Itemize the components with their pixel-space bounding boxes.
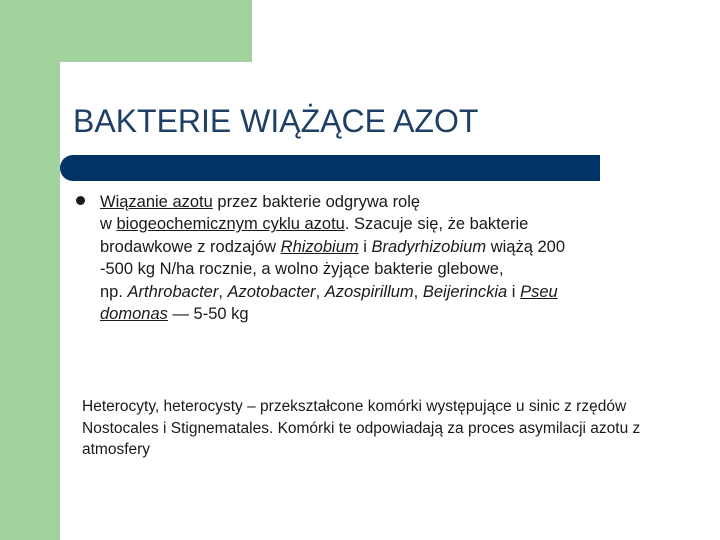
bullet-paragraph xyxy=(100,191,680,325)
text-segment-1: przez bakterie odgrywa rolę xyxy=(212,193,421,211)
heterocyst-note: Heterocyty, heterocysty – przekształcone komórki występujące u sinic z rzędów Nostocales i Stignematales. Komórki te odpowiadają za proces asymilacji azotu z atmosfery xyxy=(82,398,641,458)
text-segment-16: Azospirillum xyxy=(324,282,414,301)
slide-title: BAKTERIE WIĄŻĄCE AZOT xyxy=(73,103,479,139)
text-segment-5: brodawkowe z rodzajów xyxy=(100,237,281,256)
text-segment-10: -500 kg N/ha rocznie, a wolno żyjące bakterie glebowe, xyxy=(100,260,504,279)
text-segment-9: wiążą 200 xyxy=(486,237,565,256)
text-segment-12: Arthrobacter xyxy=(127,282,219,301)
bullet-dot-icon xyxy=(76,196,85,205)
text-segment-15: , xyxy=(315,282,325,301)
text-segment-17: , xyxy=(413,282,423,301)
link-text-3[interactable]: biogeochemicznym cyklu azotu xyxy=(116,215,345,234)
link-text-20[interactable]: Pseu xyxy=(520,282,558,301)
text-segment-18: Beijerinckia xyxy=(422,282,508,301)
green-top-block xyxy=(0,0,252,62)
text-segment-4: . Szacuje się, że bakterie xyxy=(344,215,529,234)
link-text-6[interactable]: Rhizobium xyxy=(280,237,359,256)
text-segment-11: np. xyxy=(100,282,128,301)
link-text-0[interactable]: Wiązanie azotu xyxy=(100,193,213,211)
text-segment-7: i xyxy=(358,237,372,256)
link-text-21[interactable]: domonas xyxy=(100,305,168,324)
text-segment-13: , xyxy=(218,282,228,301)
text-segment-19: i xyxy=(507,282,521,301)
text-segment-2: w xyxy=(100,215,117,234)
text-segment-22: — 5-50 kg xyxy=(167,305,249,324)
text-segment-14: Azotobacter xyxy=(227,282,316,301)
title-underline-bar xyxy=(60,155,600,181)
green-side-bar xyxy=(0,0,60,540)
text-segment-8: Bradyrhizobium xyxy=(371,237,487,256)
